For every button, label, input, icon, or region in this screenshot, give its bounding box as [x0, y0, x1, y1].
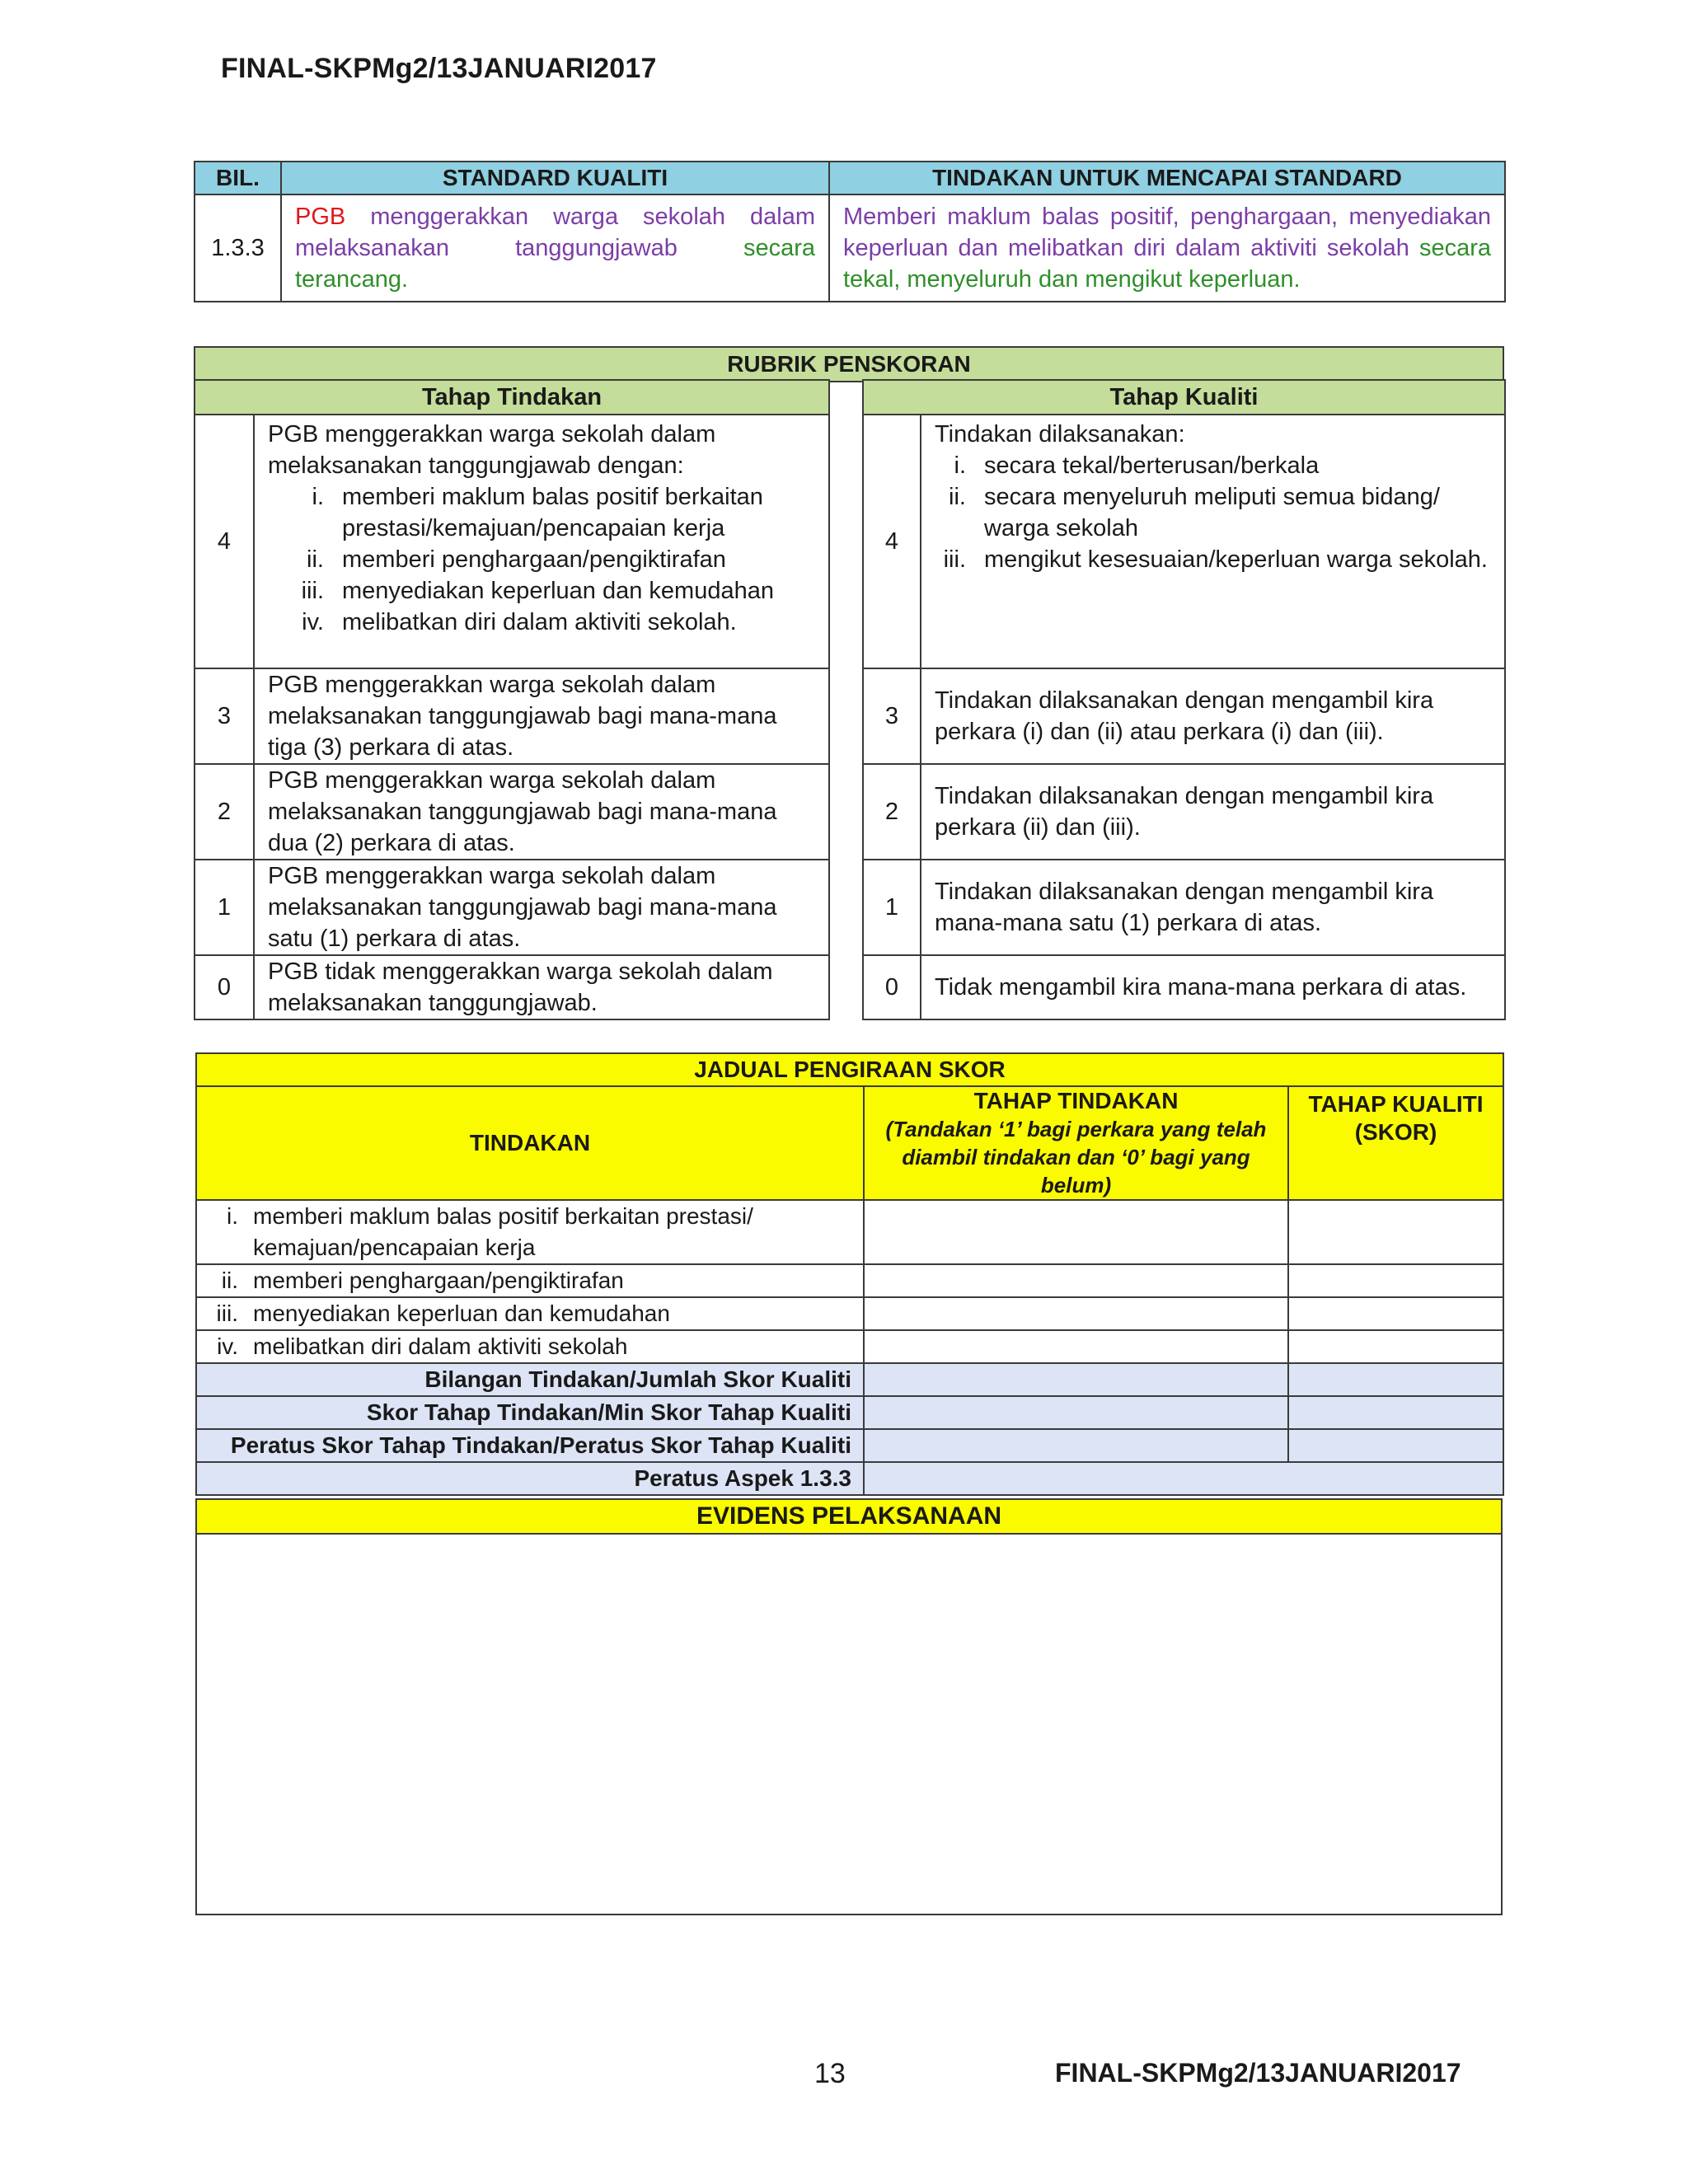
summary-bilangan-value[interactable] — [864, 1363, 1288, 1396]
evidence-title: EVIDENS PELAKSANAAN — [195, 1498, 1503, 1535]
tahap-kualiti-input-3[interactable] — [1288, 1297, 1503, 1330]
score-1: 1 — [863, 860, 921, 955]
rubric-tahap-tindakan-table — [194, 379, 830, 1020]
summary-bilangan-label: Bilangan Tindakan/Jumlah Skor Kualiti — [196, 1363, 864, 1396]
tahap-tindakan-input-3[interactable] — [864, 1297, 1288, 1330]
tindakan-desc-4 — [254, 415, 829, 668]
tahap-kualiti-input-4[interactable] — [1288, 1330, 1503, 1363]
table-row: i. memberi maklum balas positif berkaitan prestasi/ kemajuan/pencapaian kerja — [196, 1200, 864, 1264]
list-item: iv. melibatkan diri dalam aktiviti sekolah. — [302, 609, 737, 635]
list-item: iii. menyediakan keperluan dan kemudahan — [301, 578, 774, 604]
tindakan-desc-2: PGB menggerakkan warga sekolah dalam melaksanakan tanggungjawab bagi mana-mana dua (2) perkara di atas. — [254, 764, 829, 860]
summary-min-skor-value[interactable] — [1288, 1396, 1503, 1429]
standard-purple: menggerakkan warga sekolah dalam melaksanakan tanggungjawab — [295, 204, 815, 261]
score-0: 0 — [863, 955, 921, 1019]
standard-kualiti-text — [281, 194, 829, 302]
list-item: ii. secara menyeluruh meliputi semua bidang/ warga sekolah — [949, 484, 1440, 541]
col-tahap-tindakan: TAHAP TINDAKAN (Tandakan ‘1’ bagi perkara yang telah diambil tindakan dan ‘0’ bagi yang belum) — [864, 1086, 1288, 1200]
score-3: 3 — [195, 668, 254, 764]
list-item: i. memberi maklum balas positif berkaitan prestasi/kemajuan/pencapaian kerja — [312, 484, 763, 541]
summary-peratus-kualiti-value[interactable] — [1288, 1429, 1503, 1462]
kualiti-desc-3: Tindakan dilaksanakan dengan mengambil kira perkara (i) dan (ii) atau perkara (i) dan (iii). — [921, 668, 1505, 764]
tindakan-4-list — [268, 481, 815, 638]
tindakan-4-intro: PGB menggerakkan warga sekolah dalam melaksanakan tanggungjawab dengan: — [268, 421, 716, 479]
tindakan-purple: Memberi maklum balas positif, penghargaan, menyediakan keperluan dan melibatkan diri dalam aktiviti sekolah — [843, 204, 1491, 261]
col-standard-kualiti: STANDARD KUALITI — [281, 162, 829, 194]
tahap-tindakan-input-1[interactable] — [864, 1200, 1288, 1264]
tahap-tindakan-input-2[interactable] — [864, 1264, 1288, 1297]
standard-red: PGB — [295, 204, 346, 230]
evidence-input-area[interactable] — [195, 1533, 1503, 1915]
footer-title: FINAL-SKPMg2/13JANUARI2017 — [1055, 2058, 1461, 2088]
kualiti-desc-1: Tindakan dilaksanakan dengan mengambil kira mana-mana satu (1) perkara di atas. — [921, 860, 1505, 955]
tahap-kualiti-input-1[interactable] — [1288, 1200, 1503, 1264]
tindakan-desc-0: PGB tidak menggerakkan warga sekolah dalam melaksanakan tanggungjawab. — [254, 955, 829, 1019]
score-2: 2 — [195, 764, 254, 860]
score-0: 0 — [195, 955, 254, 1019]
bil-value: 1.3.3 — [195, 194, 281, 302]
col-tahap-kualiti: TAHAP KUALITI (SKOR) — [1288, 1086, 1503, 1200]
kualiti-desc-4 — [921, 415, 1505, 668]
score-4: 4 — [195, 415, 254, 668]
tindakan-desc-1: PGB menggerakkan warga sekolah dalam melaksanakan tanggungjawab bagi mana-mana satu (1) perkara di atas. — [254, 860, 829, 955]
rubric-title: RUBRIK PENSKORAN — [194, 346, 1504, 382]
standard-green: secara terancang. — [295, 235, 815, 293]
standard-table — [194, 161, 1506, 302]
rubric-tahap-kualiti-table — [862, 379, 1506, 1020]
tahap-tindakan-header: Tahap Tindakan — [195, 380, 829, 415]
table-row: iii. menyediakan keperluan dan kemudahan — [196, 1297, 864, 1330]
col-tindakan: TINDAKAN — [196, 1086, 864, 1200]
tahap-kualiti-header: Tahap Kualiti — [863, 380, 1505, 415]
kualiti-desc-0: Tidak mengambil kira mana-mana perkara di atas. — [921, 955, 1505, 1019]
tahap-kualiti-input-2[interactable] — [1288, 1264, 1503, 1297]
summary-peratus-label: Peratus Skor Tahap Tindakan/Peratus Skor Tahap Kualiti — [196, 1429, 864, 1462]
summary-peratus-aspek-label: Peratus Aspek 1.3.3 — [196, 1462, 864, 1495]
score-3: 3 — [863, 668, 921, 764]
kualiti-4-intro: Tindakan dilaksanakan: — [935, 421, 1185, 448]
list-item: i. secara tekal/berterusan/berkala — [954, 452, 1320, 479]
table-row: iv. melibatkan diri dalam aktiviti sekolah — [196, 1330, 864, 1363]
col-bil: BIL. — [195, 162, 281, 194]
score-calculation-table — [195, 1052, 1504, 1496]
score-table-title: JADUAL PENGIRAAN SKOR — [196, 1053, 1503, 1086]
kualiti-desc-2: Tindakan dilaksanakan dengan mengambil kira perkara (ii) dan (iii). — [921, 764, 1505, 860]
tahap-tindakan-note: (Tandakan ‘1’ bagi perkara yang telah diambil tindakan dan ‘0’ bagi yang belum) — [885, 1117, 1267, 1197]
table-row: ii. memberi penghargaan/pengiktirafan — [196, 1264, 864, 1297]
page-number: 13 — [814, 2058, 846, 2089]
tindakan-desc-3: PGB menggerakkan warga sekolah dalam melaksanakan tanggungjawab bagi mana-mana tiga (3) perkara di atas. — [254, 668, 829, 764]
score-1: 1 — [195, 860, 254, 955]
col-tindakan-standard: TINDAKAN UNTUK MENCAPAI STANDARD — [829, 162, 1505, 194]
score-4: 4 — [863, 415, 921, 668]
tindakan-green: secara tekal, menyeluruh dan mengikut keperluan. — [843, 235, 1491, 293]
summary-peratus-aspek-value[interactable] — [864, 1462, 1503, 1495]
summary-peratus-tindakan-value[interactable] — [864, 1429, 1288, 1462]
tahap-tindakan-input-4[interactable] — [864, 1330, 1288, 1363]
list-item: ii. memberi penghargaan/pengiktirafan — [307, 546, 726, 573]
kualiti-4-list — [935, 450, 1491, 575]
document-header-title: FINAL-SKPMg2/13JANUARI2017 — [221, 53, 657, 84]
score-2: 2 — [863, 764, 921, 860]
summary-skor-value[interactable] — [864, 1396, 1288, 1429]
summary-jumlah-skor-value[interactable] — [1288, 1363, 1503, 1396]
list-item: iii. mengikut kesesuaian/keperluan warga sekolah. — [943, 546, 1488, 573]
tindakan-text — [829, 194, 1505, 302]
summary-skor-label: Skor Tahap Tindakan/Min Skor Tahap Kualiti — [196, 1396, 864, 1429]
